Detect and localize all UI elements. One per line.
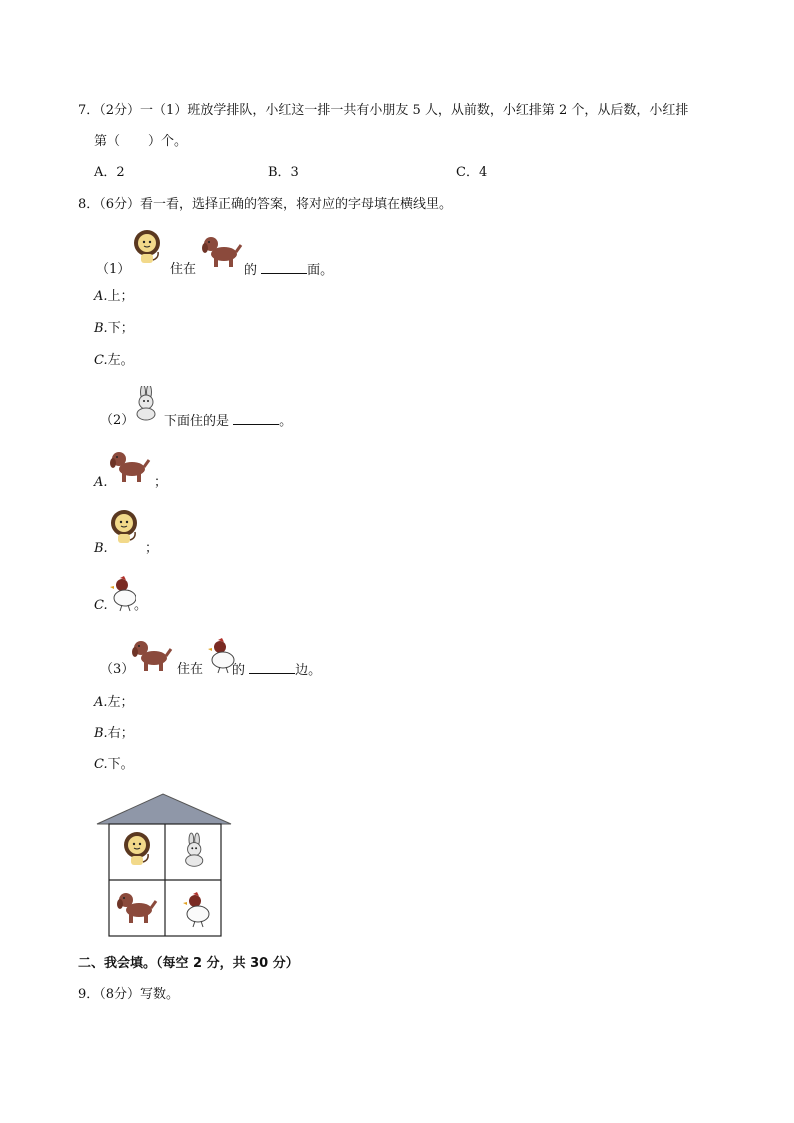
q8-sub3-num: （3） <box>100 662 135 677</box>
rabbit-icon <box>130 386 162 424</box>
q8-sub2-option-b-letter <box>94 540 108 558</box>
q8-sub1-post <box>244 261 333 280</box>
option-letter: B. <box>94 321 108 336</box>
q8-sub2-num: （2） <box>100 413 135 428</box>
chicken-icon <box>106 574 136 612</box>
q8-sub3-mid: 住在 <box>177 662 204 677</box>
q8-sub2-option-b-text: ； <box>145 541 159 556</box>
q8-title: 8．（6分）看一看，选择正确的答案，将对应的字母填在横线里。 <box>78 197 453 212</box>
q8-sub2-option-a-letter <box>94 474 108 492</box>
option-text: 左。 <box>107 353 134 368</box>
option-text: 下。 <box>107 757 134 772</box>
q8-sub3-option-b <box>94 725 134 743</box>
q7-line1: 7．（2分）一（1）班放学排队，小红这一排一共有小朋友 5 人，从前数，小红排第 2 个，从后数，小红排 <box>78 103 689 118</box>
q8-sub1-num: （1） <box>96 262 131 277</box>
q8-sub2-option-c-text: 。 <box>134 598 148 613</box>
q7-line2-post: ）个。 <box>148 134 188 149</box>
q7-line2-pre: 第（ <box>94 134 121 149</box>
q7-line2 <box>94 133 187 151</box>
q7-option-c: C．4 <box>456 165 488 180</box>
q8-sub1-mid: 住在 <box>170 262 197 277</box>
q8-sub2-option-a-text: ； <box>154 475 168 490</box>
q8-sub1-option-a <box>94 288 134 306</box>
dog-icon <box>130 636 174 674</box>
q8-sub3-option-c <box>94 756 134 774</box>
option-text: 下； <box>107 321 134 336</box>
dog-icon <box>200 232 244 270</box>
q8-sub1-option-c <box>94 352 134 370</box>
option-letter: A. <box>94 695 108 710</box>
answer-blank[interactable] <box>261 261 307 274</box>
option-text: 右； <box>107 726 134 741</box>
option-letter: B. <box>94 541 108 556</box>
q8-sub2-text <box>164 412 292 431</box>
q8-sub3-post <box>232 661 321 680</box>
q8-sub3-suffix: 边。 <box>295 663 322 678</box>
answer-blank[interactable] <box>233 412 279 425</box>
option-text: 左； <box>107 695 134 710</box>
option-letter: A. <box>94 289 108 304</box>
q8-sub1-de: 的 <box>244 263 258 278</box>
q8-sub1-option-b <box>94 320 134 338</box>
option-letter: C. <box>94 353 108 368</box>
q9-title: 9．（8分）写数。 <box>78 987 180 1002</box>
option-letter: A. <box>94 475 108 490</box>
lion-icon <box>131 228 165 268</box>
option-text: 上； <box>107 289 134 304</box>
q8-sub3-de: 的 <box>232 663 246 678</box>
q8-sub1-suffix: 面。 <box>307 263 334 278</box>
option-letter: B. <box>94 726 108 741</box>
dog-icon <box>108 447 152 485</box>
q8-sub2-suffix: 。 <box>279 414 293 429</box>
q8-sub3-option-a <box>94 694 134 712</box>
house-icon <box>95 792 233 938</box>
q8-sub2-mid: 下面住的是 <box>164 414 230 429</box>
answer-blank[interactable] <box>249 661 295 674</box>
section-2-heading: 二、我会填。（每空 2 分，共 30 分） <box>78 956 299 971</box>
option-letter: C. <box>94 598 108 613</box>
q7-option-a: A．2 <box>94 165 125 180</box>
q7-option-b: B．3 <box>268 165 299 180</box>
option-letter: C. <box>94 757 108 772</box>
lion-icon <box>108 508 142 548</box>
